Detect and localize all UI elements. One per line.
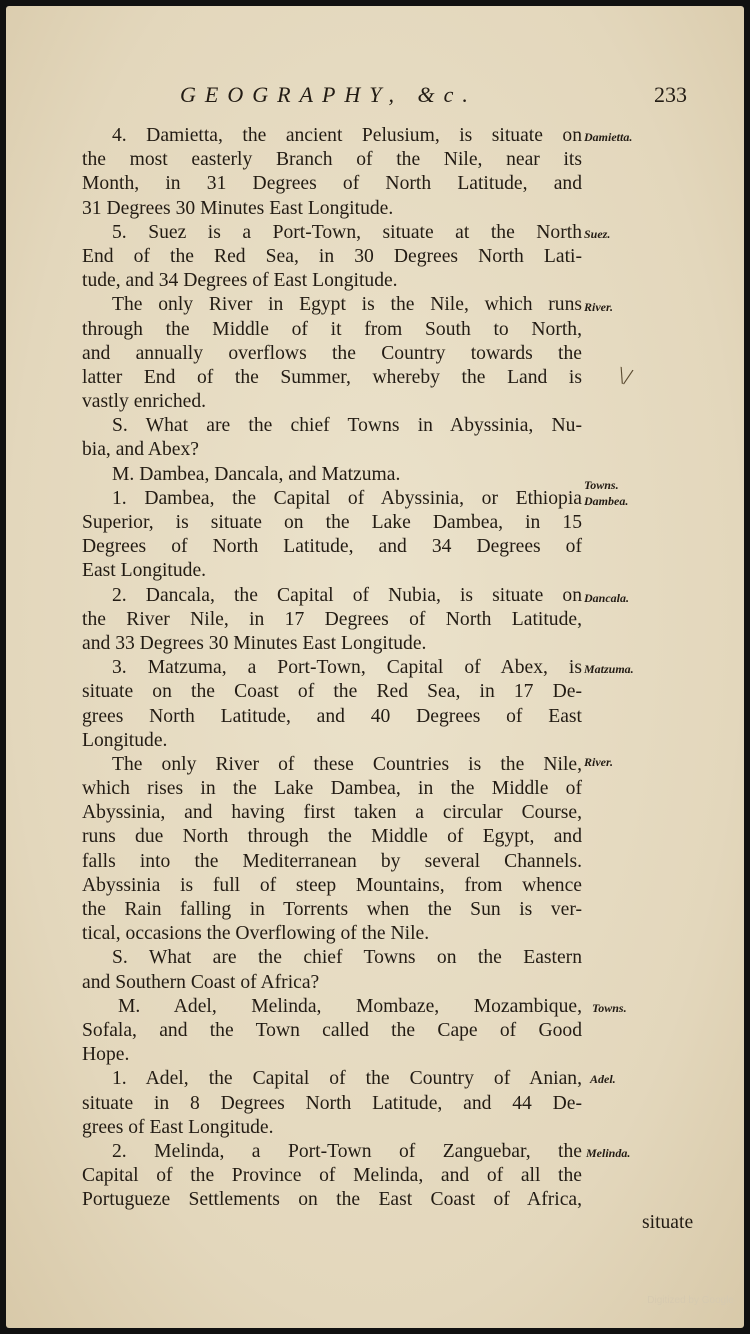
text-line: The only River of these Countries is the Nile, <box>112 753 582 775</box>
margin-note: Matzuma. <box>584 662 634 676</box>
text-line: Abyssinia, and having first taken a circular Course, <box>82 802 582 824</box>
text-line: Month, in 31 Degrees of North Latitude, and <box>82 173 582 195</box>
text-line: East Longitude. <box>82 560 207 582</box>
watermark: Digitized by Google <box>647 1295 734 1306</box>
text-line: situate in 8 Degrees North Latitude, and 44 De- <box>82 1092 582 1114</box>
page-number: 233 <box>654 82 687 107</box>
text-line: 31 Degrees 30 Minutes East Longitude. <box>82 197 394 219</box>
text-line: 1. Adel, the Capital of the Country of Anian, <box>112 1068 582 1090</box>
text-line: latter End of the Summer, whereby the Land is <box>82 366 582 388</box>
text-line: tical, occasions the Overflowing of the Nile. <box>82 923 430 945</box>
text-line: S. What are the chief Towns on the Eastern <box>112 947 582 969</box>
text-line: grees of East Longitude. <box>82 1116 274 1138</box>
text-line: Abyssinia is full of steep Mountains, from whence <box>82 874 582 896</box>
text-line: M. Dambea, Dancala, and Matzuma. <box>112 463 401 485</box>
margin-note: Adel. <box>590 1072 616 1086</box>
text-line: the River Nile, in 17 Degrees of North Latitude, <box>82 608 582 630</box>
text-line: tude, and 34 Degrees of East Longitude. <box>82 270 398 292</box>
text-line: vastly enriched. <box>82 391 207 413</box>
text-line: situate on the Coast of the Red Sea, in 17 De- <box>82 681 582 703</box>
text-line: and 33 Degrees 30 Minutes East Longitude. <box>82 632 427 654</box>
text-line: End of the Red Sea, in 30 Degrees North Lati- <box>82 245 582 267</box>
page-body <box>82 124 582 1212</box>
text-line: S. What are the chief Towns in Abyssinia, Nu- <box>112 415 582 437</box>
text-line: Longitude. <box>82 729 168 751</box>
text-line: Hope. <box>82 1044 130 1066</box>
margin-note: Towns. <box>584 478 619 492</box>
margin-note: Melinda. <box>586 1146 631 1160</box>
text-line: Portugueze Settlements on the East Coast of Africa, <box>82 1189 582 1211</box>
text-line: the most easterly Branch of the Nile, near its <box>82 149 582 171</box>
text-line: runs due North through the Middle of Egypt, and <box>82 826 582 848</box>
text-line: 3. Matzuma, a Port-Town, Capital of Abex, is <box>112 657 582 679</box>
text-line: 2. Melinda, a Port-Town of Zanguebar, the <box>112 1140 582 1162</box>
text-line: and Southern Coast of Africa? <box>82 971 320 993</box>
text-line: bia, and Abex? <box>82 439 199 461</box>
text-line: through the Middle of it from South to North, <box>82 318 582 340</box>
book-page <box>6 6 744 1328</box>
text-line: and annually overflows the Country towards the <box>82 342 582 364</box>
catchword: situate <box>642 1212 694 1233</box>
margin-note: Towns. <box>592 1001 627 1015</box>
text-line: The only River in Egypt is the Nile, which runs <box>112 294 582 316</box>
running-head: GEOGRAPHY, &c. <box>180 82 477 107</box>
text-line: 2. Dancala, the Capital of Nubia, is situate on <box>112 584 582 606</box>
text-line: which rises in the Lake Dambea, in the Middle of <box>82 778 582 800</box>
pencil-mark: \/ <box>614 362 635 392</box>
text-line: 1. Dambea, the Capital of Abyssinia, or Ethiopia <box>112 487 582 509</box>
text-line: Superior, is situate on the Lake Dambea, in 15 <box>82 512 582 533</box>
text-line: falls into the Mediterranean by several Channels. <box>82 850 582 872</box>
text-line: 5. Suez is a Port-Town, situate at the North <box>112 221 582 243</box>
margin-note: Damietta. <box>584 130 633 144</box>
text-line: M. Adel, Melinda, Mombaze, Mozambique, <box>118 995 582 1017</box>
text-line: Sofala, and the Town called the Cape of Good <box>82 1019 582 1041</box>
margin-note: Dambea. <box>584 494 629 508</box>
margin-note: River. <box>584 755 613 769</box>
text-line: Capital of the Province of Melinda, and of all the <box>82 1165 582 1187</box>
text-line: Degrees of North Latitude, and 34 Degrees of <box>82 536 582 558</box>
margin-note: Suez. <box>584 227 611 241</box>
text-line: the Rain falling in Torrents when the Sun is ver- <box>82 899 582 920</box>
margin-note: River. <box>584 300 613 314</box>
text-line: grees North Latitude, and 40 Degrees of East <box>82 705 582 727</box>
margin-note: Dancala. <box>584 591 629 605</box>
text-line: 4. Damietta, the ancient Pelusium, is situate on <box>112 125 582 146</box>
